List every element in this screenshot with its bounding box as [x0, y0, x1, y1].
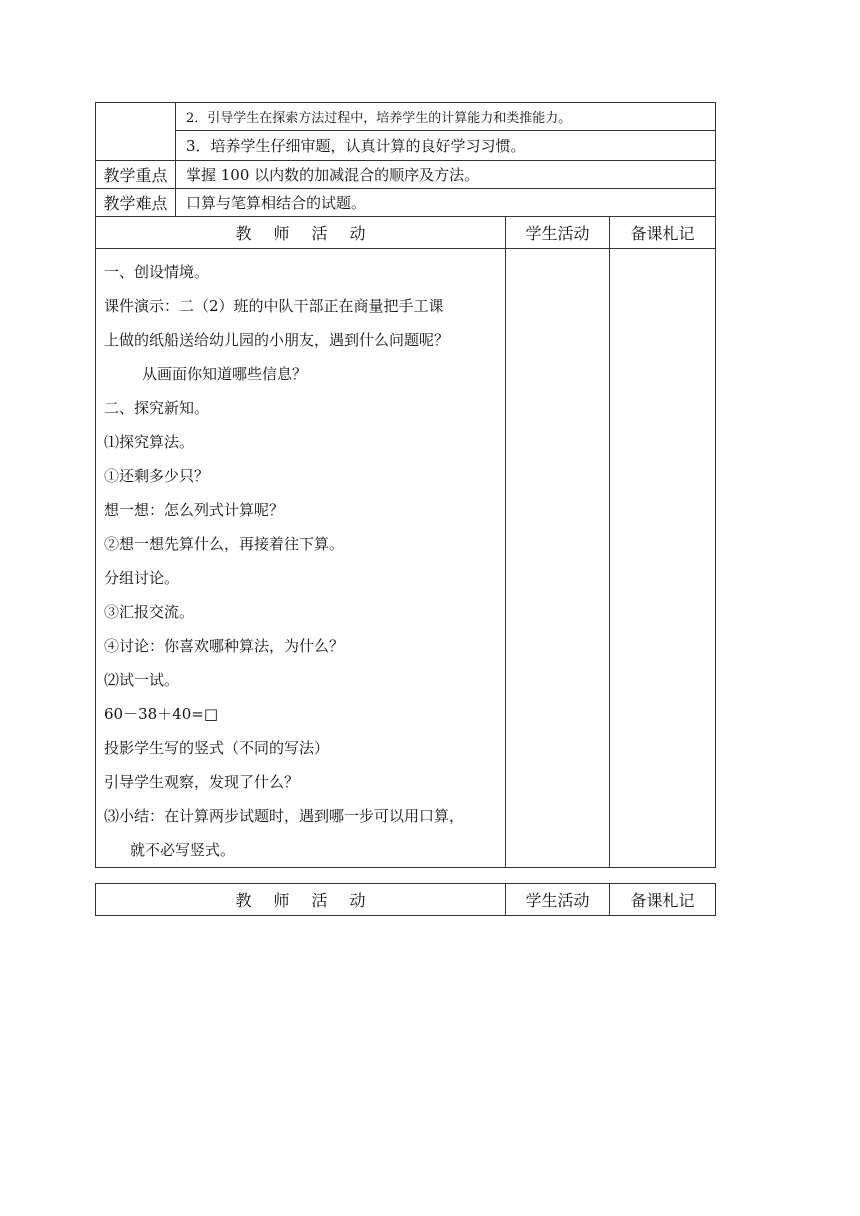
lesson-notes-content	[610, 249, 716, 868]
objective-row-3	[96, 131, 716, 161]
continuation-table	[95, 883, 716, 916]
lesson-notes-header: 备课札记	[610, 884, 716, 916]
teacher-line: 从画面你知道哪些信息？	[142, 365, 308, 383]
activity-body-row	[96, 249, 716, 868]
difficulty-label: 教学难点	[96, 189, 176, 217]
key-point-text: 掌握 100 以内数的加减混合的顺序及方法。	[176, 161, 716, 189]
teacher-line: 投影学生写的竖式（不同的写法）	[104, 739, 330, 757]
teacher-activity-content	[96, 249, 506, 868]
teacher-line: 一、创设情境。	[104, 263, 210, 281]
teacher-line: 分组讨论。	[104, 569, 180, 587]
student-activity-content	[506, 249, 610, 868]
teacher-line: 二、探究新知。	[104, 399, 210, 417]
teacher-activity-header: 教师活动	[96, 217, 506, 249]
teacher-line: ③汇报交流。	[104, 603, 195, 621]
student-activity-header: 学生活动	[506, 217, 610, 249]
objective-2: 2．引导学生在探索方法过程中，培养学生的计算能力和类推能力。	[176, 103, 716, 131]
lesson-notes-header: 备课札记	[610, 217, 716, 249]
key-point-row	[96, 161, 716, 189]
difficulty-row	[96, 189, 716, 217]
teacher-line: 课件演示：二（2）班的中队干部正在商量把手工课	[104, 297, 444, 315]
key-point-label: 教学重点	[96, 161, 176, 189]
teacher-line: ④讨论：你喜欢哪种算法，为什么？	[104, 637, 345, 655]
objective-3: 3．培养学生仔细审题，认真计算的良好学习习惯。	[176, 131, 716, 161]
teacher-line: ⑴探究算法。	[104, 433, 195, 451]
continuation-header-row	[96, 884, 716, 916]
teacher-line: 想一想：怎么列式计算呢？	[104, 501, 285, 519]
activity-header-row	[96, 217, 716, 249]
teacher-line: ①还剩多少只？	[104, 467, 210, 485]
teacher-line: ⑶小结：在计算两步试题时，遇到哪一步可以用口算，	[104, 807, 465, 825]
teacher-line: 60－38＋40=□	[104, 705, 219, 723]
teacher-line: 就不必写竖式。	[130, 841, 236, 859]
objective-row-2	[96, 103, 716, 131]
teacher-line: 上做的纸船送给幼儿园的小朋友，遇到什么问题呢？	[104, 331, 450, 349]
objectives-label-cell	[96, 103, 176, 161]
student-activity-header: 学生活动	[506, 884, 610, 916]
difficulty-text: 口算与笔算相结合的试题。	[176, 189, 716, 217]
teacher-line: ⑵试一试。	[104, 671, 180, 689]
lesson-plan-table	[95, 102, 716, 868]
teacher-line: ②想一想先算什么，再接着往下算。	[104, 535, 345, 553]
teacher-activity-header: 教师活动	[96, 884, 506, 916]
teacher-line: 引导学生观察，发现了什么？	[104, 773, 300, 791]
